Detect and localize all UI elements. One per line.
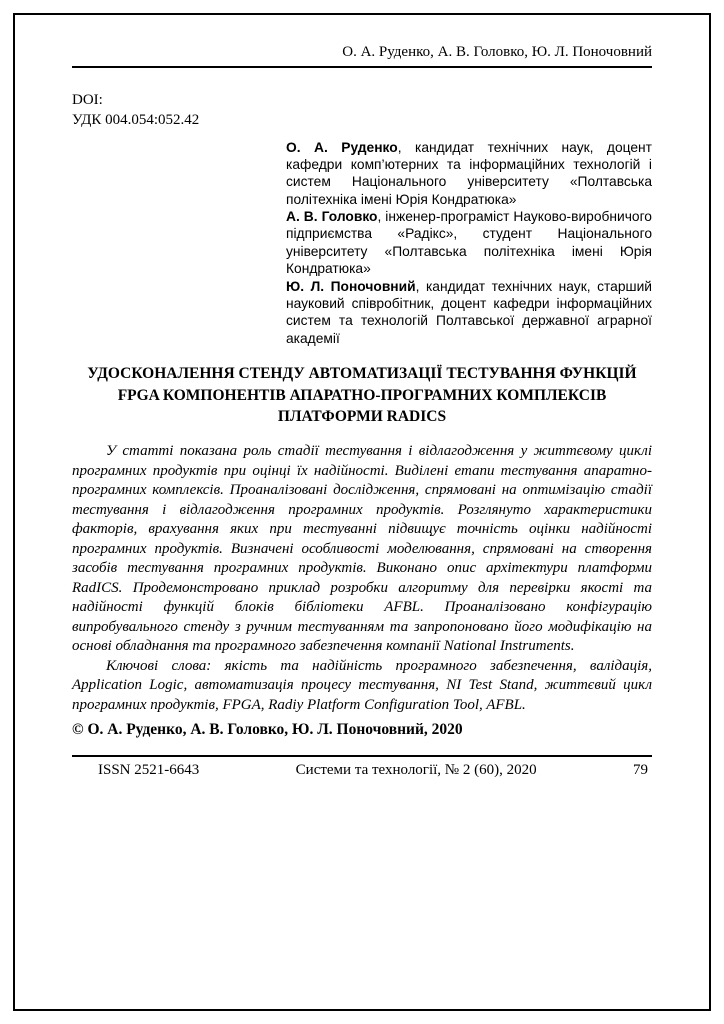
- page-footer: [72, 757, 652, 779]
- keywords-paragraph: [72, 657, 652, 716]
- author-name: Ю. Л. Поночовний: [286, 278, 416, 294]
- running-head-authors: О. А. Руденко, А. В. Головко, Ю. Л. Поночовний: [342, 44, 652, 60]
- footer-journal-title: Системи та технології, № 2 (60), 2020: [295, 762, 537, 779]
- author-entry: [286, 139, 652, 209]
- author-affiliation: , кандидат технічних наук, доцент кафедри комп’ютерних та інформаційних технологій і систем Національного університету «Полтавська політехніка імені Юрія Кондратюка»: [286, 139, 652, 207]
- author-entry: [286, 208, 652, 278]
- author-affiliation: , інженер-програміст Науково-виробничого підприємства «Радікс», студент Національного університету «Полтавська політехніка імені Юрія Кондратюка»: [286, 209, 652, 277]
- authors-block: [286, 139, 652, 348]
- footer-issn: ISSN 2521-6643: [98, 762, 200, 779]
- author-name: О. А. Руденко: [286, 139, 398, 155]
- keywords-list: якість та надійність програмного забезпечення, валідація, Application Logic, автоматизація процесу тестування, NI Test Stand, життєвий цикл програмних продуктів, FPGA, Radiy Platform Configuration Tool, AFBL.: [72, 657, 653, 713]
- doi-line: DOI:: [72, 92, 103, 108]
- footer-page-number: 79: [632, 762, 648, 779]
- udc-line: УДК 004.054:052.42: [72, 112, 200, 129]
- author-name: А. В. Головко: [286, 209, 378, 224]
- keywords-label: Ключові слова:: [106, 657, 212, 674]
- article-title: УДОСКОНАЛЕННЯ СТЕНДУ АВТОМАТИЗАЦІЇ ТЕСТУВАННЯ ФУНКЦІЙ FPGA КОМПОНЕНТІВ АПАРАТНО-ПРОГРАМНИХ КОМПЛЕКСІВ ПЛАТФОРМИ RADICS: [87, 365, 637, 426]
- header-rule: [72, 66, 652, 68]
- copyright-line: © О. А. Руденко, А. В. Головко, Ю. Л. Поночовний, 2020: [72, 721, 463, 739]
- author-entry: [286, 278, 652, 348]
- page-content: [72, 44, 652, 779]
- author-affiliation: , кандидат технічних наук, старший науковий співробітник, доцент кафедри інформаційних систем та технологій Полтавської державної аграрної академії: [286, 278, 652, 346]
- abstract-paragraph: У статті показана роль стадії тестування і відлагодження у життєвому циклі програмних продуктів при оцінці їх надійності. Виділені етапи тестування апаратно-програмних комплексів. Проаналізовані дослідження, спрямовані на оптимізацію стадії тестування і відлагодження програмних продуктів. Розглянуто характеристики факторів, врахування яких при тестуванні підвищує точність оцінки надійності програмних продуктів. Визначені особливості моделювання, спрямовані на створення засобів тестування програмних продуктів. Виконано опис архітектури платформи RadICS. Продемонстровано приклад розробки алгоритму для перевірки якості та надійності функцій блоків бібліотеки AFBL. Проаналізовано конфігурацію випробувального стенду з ручним тестуванням та запропоновано його модифікацію на основі обладнання та програмного забезпечення компанії National Instruments.: [72, 443, 652, 655]
